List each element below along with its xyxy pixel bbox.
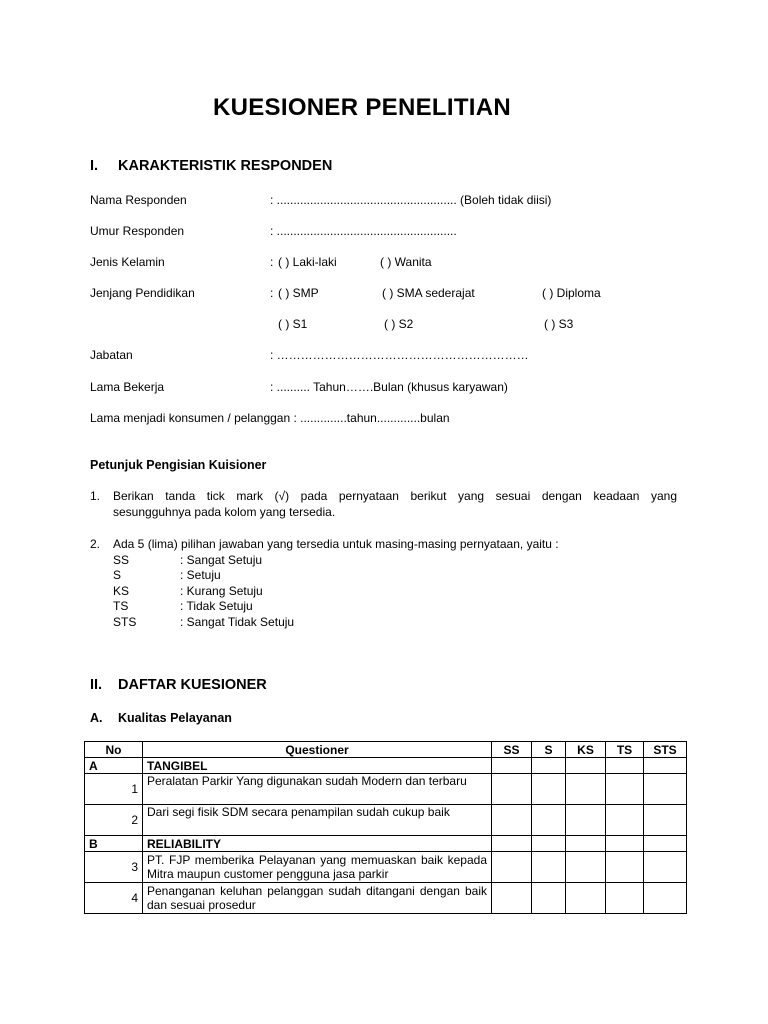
legend-row	[113, 584, 677, 600]
answer-cell-sts[interactable]	[644, 774, 687, 805]
answer-cell-ts[interactable]	[606, 774, 644, 805]
section-title: DAFTAR KUESIONER	[118, 677, 267, 693]
question-text: PT. FJP memberika Pelayanan yang memuaskan baik kepada Mitra maupun customer pengguna jasa parkir	[143, 852, 492, 883]
subsection-heading-kualitas	[90, 711, 232, 725]
instruction-number: 1.	[90, 489, 101, 503]
answer-cell-s[interactable]	[532, 883, 566, 914]
table-header-row	[85, 742, 687, 758]
answer-cell	[644, 758, 687, 774]
question-number: 4	[85, 883, 143, 914]
section-number: I.	[90, 158, 99, 174]
instruction-item-1	[90, 489, 677, 520]
answer-cell	[606, 836, 644, 852]
legend-desc: : Sangat Setuju	[180, 552, 263, 567]
question-text: Peralatan Parkir Yang digunakan sudah Modern dan terbaru	[143, 774, 492, 805]
answer-cell	[566, 836, 606, 852]
legend-code: TS	[113, 599, 129, 613]
legend-row	[113, 568, 677, 584]
answer-cell-s[interactable]	[532, 805, 566, 836]
option-wanita[interactable]: ( ) Wanita	[380, 255, 432, 269]
answer-cell-ks[interactable]	[566, 805, 606, 836]
group-row-reliability	[85, 836, 687, 852]
field-label: Umur Responden	[90, 224, 185, 238]
legend-code: S	[113, 568, 122, 582]
field-label: Jabatan	[90, 348, 133, 362]
subsection-title: Kualitas Pelayanan	[118, 711, 232, 725]
field-line[interactable]: Lama menjadi konsumen / pelanggan : ..............tahun.............bulan	[90, 411, 450, 425]
answer-cell	[644, 836, 687, 852]
section-title: KARAKTERISTIK RESPONDEN	[118, 158, 333, 174]
instruction-text-line2: sesungguhnya pada kolom yang tersedia.	[113, 504, 336, 519]
legend-desc: : Kurang Setuju	[180, 583, 263, 598]
answer-cell-ts[interactable]	[606, 883, 644, 914]
group-code: A	[85, 758, 143, 774]
answer-cell-ks[interactable]	[566, 883, 606, 914]
group-code: B	[85, 836, 143, 852]
answer-cell	[492, 836, 532, 852]
instruction-number: 2.	[90, 537, 101, 551]
legend-code: KS	[113, 583, 130, 598]
question-number: 2	[85, 805, 143, 836]
answer-cell-ks[interactable]	[566, 852, 606, 883]
question-text: Dari segi fisik SDM secara penampilan sudah cukup baik	[143, 805, 492, 836]
legend-code: SS	[113, 552, 130, 567]
field-label: Nama Responden	[90, 193, 187, 207]
answer-cell	[492, 758, 532, 774]
questionnaire-table	[84, 741, 687, 914]
header-sts: STS	[644, 742, 687, 758]
answer-cell	[606, 758, 644, 774]
group-row-tangibel	[85, 758, 687, 774]
answer-cell-sts[interactable]	[644, 852, 687, 883]
answer-cell-ks[interactable]	[566, 774, 606, 805]
answer-cell-ss[interactable]	[492, 805, 532, 836]
field-label: Jenis Kelamin	[90, 255, 165, 269]
group-name: TANGIBEL	[143, 758, 492, 774]
option-sma[interactable]: ( ) SMA sederajat	[382, 286, 475, 300]
field-label: Jenjang Pendidikan	[90, 286, 195, 300]
field-blank[interactable]: : ...................................................... (Boleh tidak diisi)	[270, 193, 552, 207]
legend-row	[113, 553, 677, 569]
instruction-item-2	[90, 537, 677, 630]
header-ks: KS	[566, 742, 606, 758]
legend-row	[113, 599, 677, 615]
legend-desc: : Tidak Setuju	[180, 599, 253, 613]
answer-cell	[532, 836, 566, 852]
answer-cell-ss[interactable]	[492, 774, 532, 805]
legend-desc: : Setuju	[180, 568, 221, 582]
answer-cell-ss[interactable]	[492, 852, 532, 883]
answer-cell-ts[interactable]	[606, 852, 644, 883]
option-s1[interactable]: ( ) S1	[278, 317, 308, 331]
option-diploma[interactable]: ( ) Diploma	[542, 286, 601, 300]
field-colon: :	[270, 286, 274, 300]
question-row	[85, 852, 687, 883]
answer-cell-ss[interactable]	[492, 883, 532, 914]
option-laki-laki[interactable]: ( ) Laki-laki	[278, 255, 337, 269]
header-ss: SS	[492, 742, 532, 758]
option-s2[interactable]: ( ) S2	[384, 317, 414, 331]
field-blank[interactable]: : ......................................................	[270, 224, 457, 238]
group-name: RELIABILITY	[143, 836, 492, 852]
legend-code: STS	[113, 614, 137, 629]
question-text: Penanganan keluhan pelanggan sudah ditangani dengan baik dan sesuai prosedur	[143, 883, 492, 914]
section-number: II.	[90, 677, 103, 693]
answer-cell	[566, 758, 606, 774]
field-blank[interactable]: : .......... Tahun…….Bulan (khusus karyawan)	[270, 380, 508, 394]
legend-desc: : Sangat Tidak Setuju	[180, 614, 295, 629]
answer-cell-s[interactable]	[532, 852, 566, 883]
header-s: S	[532, 742, 566, 758]
section-heading-karakteristik	[90, 158, 332, 174]
question-row	[85, 774, 687, 805]
instruction-text: Ada 5 (lima) pilihan jawaban yang tersedia untuk masing-masing pernyataan, yaitu :	[113, 537, 559, 551]
page-title: KUESIONER PENELITIAN	[212, 94, 512, 121]
legend-row	[113, 615, 677, 631]
header-ts: TS	[606, 742, 644, 758]
answer-legend	[113, 553, 677, 631]
question-row	[85, 805, 687, 836]
answer-cell-ts[interactable]	[606, 805, 644, 836]
header-no: No	[85, 742, 143, 758]
question-number: 3	[85, 852, 143, 883]
option-smp[interactable]: ( ) SMP	[278, 286, 319, 300]
question-number: 1	[85, 774, 143, 805]
answer-cell-s[interactable]	[532, 774, 566, 805]
section-heading-daftar	[90, 677, 267, 693]
answer-cell-sts[interactable]	[644, 883, 687, 914]
instructions-title: Petunjuk Pengisian Kuisioner	[90, 458, 267, 472]
answer-cell-sts[interactable]	[644, 805, 687, 836]
subsection-number: A.	[90, 711, 103, 725]
option-s3[interactable]: ( ) S3	[544, 317, 574, 331]
question-row	[85, 883, 687, 914]
field-label: Lama Bekerja	[90, 380, 165, 394]
instruction-text-line1: Berikan tanda tick mark (√) pada pernyataan berikut yang sesuai dengan keadaan yang	[113, 489, 677, 503]
field-blank[interactable]: : ………………………………………………………	[270, 348, 529, 362]
answer-cell	[532, 758, 566, 774]
field-colon: :	[270, 255, 274, 269]
header-question: Questioner	[143, 742, 492, 758]
